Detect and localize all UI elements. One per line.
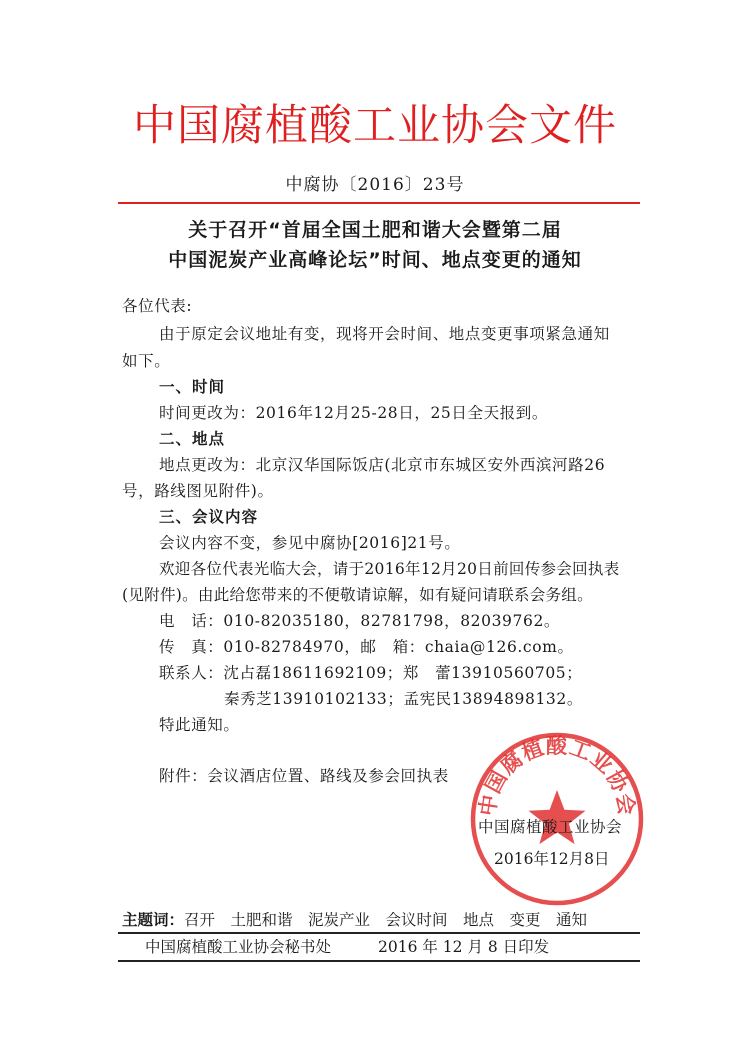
section-content-heading: 三、会议内容 — [159, 508, 259, 526]
section-location-line-1: 地点更改为：北京汉华国际饭店(北京市东城区安外西滨河路26 — [159, 456, 606, 474]
contacts-line-2: 秦秀芝13910102133；孟宪民13894898132。 — [224, 690, 583, 708]
svg-text:中国腐植酸工业协会: 中国腐植酸工业协会 — [475, 733, 639, 818]
section-time-heading: 一、时间 — [159, 378, 226, 396]
footer-rule-top — [118, 932, 640, 934]
signature-date: 2016年12月8日 — [494, 850, 610, 868]
section-location-line-2: 号，路线图见附件)。 — [122, 482, 274, 500]
intro-line-1: 由于原定会议地址有变，现将开会时间、地点变更事项紧急通知 — [159, 325, 610, 343]
notice-title-line-2: 中国泥炭产业高峰论坛”时间、地点变更的通知 — [168, 249, 582, 271]
header-red-rule — [118, 202, 640, 204]
footer-rule-bottom — [118, 960, 640, 962]
document-header-title: 中国腐植酸工业协会文件 — [133, 101, 617, 151]
fax-email-line: 传 真：010-82784970，邮 箱：chaia@126.com。 — [159, 638, 574, 656]
phone-line: 电 话：010-82035180，82781798，82039762。 — [159, 612, 560, 630]
section-location-heading: 二、地点 — [159, 430, 226, 448]
welcome-line-1: 欢迎各位代表光临大会，请于2016年12月20日前回传参会回执表 — [159, 560, 620, 578]
intro-line-2: 如下。 — [122, 352, 171, 370]
contacts-line-1: 联系人：沈占磊18611692109；郑 蕾13910560705； — [159, 664, 583, 682]
keywords-line — [122, 908, 587, 930]
signature-organization: 中国腐植酸工业协会 — [478, 818, 623, 836]
document-number: 中腐协〔2016〕23号 — [285, 175, 465, 195]
attachment-line: 附件：会议酒店位置、路线及参会回执表 — [159, 767, 449, 785]
issuer-name: 中国腐植酸工业协会秘书处 — [145, 938, 332, 956]
section-content-text: 会议内容不变，参见中腐协[2016]21号。 — [159, 534, 461, 552]
welcome-line-2: (见附件)。由此给您带来的不便敬请谅解，如有疑问请联系会务组。 — [122, 586, 593, 604]
issue-date: 2016 年 12 月 8 日印发 — [378, 938, 550, 956]
closing-text: 特此通知。 — [159, 716, 240, 734]
keywords-values: 召开 土肥和谐 泥炭产业 会议时间 地点 变更 通知 — [184, 911, 588, 929]
keywords-label: 主题词： — [122, 911, 185, 929]
greeting: 各位代表: — [122, 297, 193, 315]
section-time-text: 时间更改为：2016年12月25-28日，25日全天报到。 — [159, 404, 548, 422]
notice-title-line-1: 关于召开“首届全国土肥和谐大会暨第二届 — [188, 219, 562, 241]
